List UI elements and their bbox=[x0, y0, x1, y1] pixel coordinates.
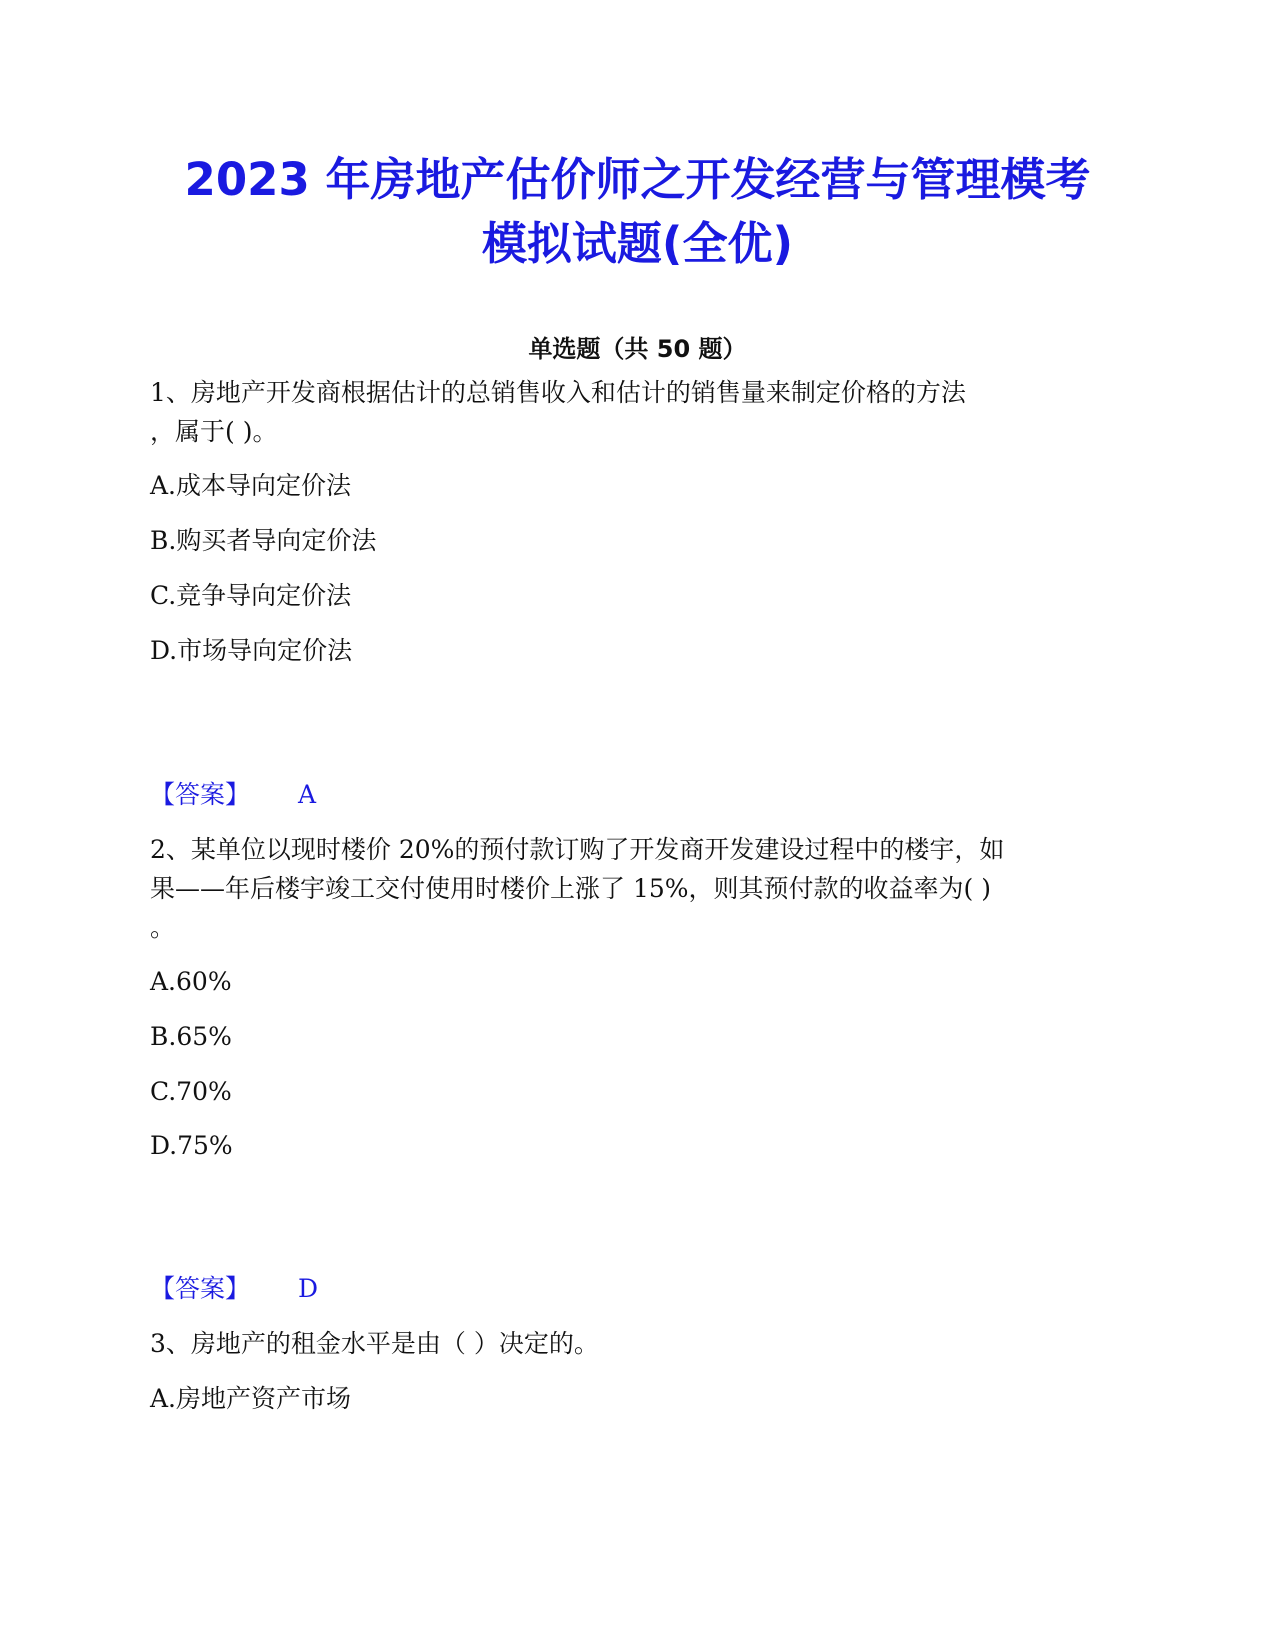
question-1-stem-line-2: ，属于( )。 bbox=[150, 417, 278, 446]
answer-label: 【答案】 bbox=[150, 780, 251, 809]
question-1-option-d: D.市场导向定价法 bbox=[150, 636, 353, 665]
question-2-option-d: D.75% bbox=[150, 1131, 233, 1160]
title-line-2: 模拟试题(全优) bbox=[481, 217, 794, 270]
question-1-option-a: A.成本导向定价法 bbox=[150, 471, 352, 500]
answer-value: D bbox=[298, 1274, 319, 1303]
question-1-option-c: C.竞争导向定价法 bbox=[150, 581, 352, 610]
question-2-option-a: A.60% bbox=[150, 967, 232, 996]
question-1-answer bbox=[150, 779, 316, 811]
document-title bbox=[100, 148, 1175, 276]
question-3-stem-line-1: 3、房地产的租金水平是由（ ）决定的。 bbox=[150, 1329, 599, 1358]
title-line-1: 2023 年房地产估价师之开发经营与管理模考 bbox=[184, 153, 1091, 206]
question-2-answer bbox=[150, 1273, 318, 1305]
question-2-option-c: C.70% bbox=[150, 1077, 232, 1106]
answer-label: 【答案】 bbox=[150, 1274, 251, 1303]
section-title: 单选题（共 50 题） bbox=[528, 335, 747, 363]
question-2-stem-line-2: 果——年后楼宇竣工交付使用时楼价上涨了 15%，则其预付款的收益率为( ) bbox=[150, 874, 991, 903]
question-1-option-b: B.购买者导向定价法 bbox=[150, 526, 377, 555]
question-2-option-b: B.65% bbox=[150, 1022, 232, 1051]
question-1-stem-line-1: 1、房地产开发商根据估计的总销售收入和估计的销售量来制定价格的方法 bbox=[150, 378, 966, 407]
question-2-stem-line-3: 。 bbox=[150, 913, 176, 942]
question-3-option-a: A.房地产资产市场 bbox=[150, 1384, 352, 1413]
question-2-stem-line-1: 2、某单位以现时楼价 20%的预付款订购了开发商开发建设过程中的楼宇，如 bbox=[150, 835, 1005, 864]
answer-value: A bbox=[298, 780, 317, 809]
